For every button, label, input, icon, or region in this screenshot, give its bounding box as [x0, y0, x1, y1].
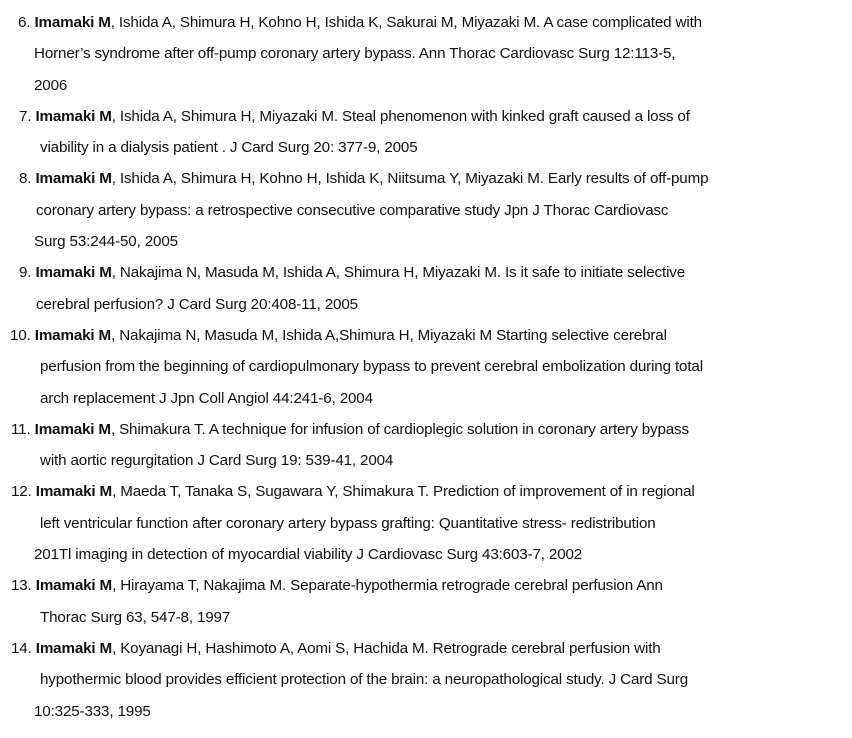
reference-number: 9. [19, 264, 32, 282]
reference-line [0, 163, 852, 194]
bold-author: Imamaki M [34, 420, 111, 438]
reference-11 [0, 414, 852, 477]
bold-author: Imamaki M [34, 326, 112, 344]
reference-number: 13. [11, 577, 32, 595]
reference-number: 14. [11, 639, 32, 657]
reference-text: , Maeda T, Tanaka S, Sugawara Y, Shimakura T. Prediction of improvement of in regional [112, 483, 695, 501]
reference-line [0, 257, 852, 288]
reference-line: arch replacement J Jpn Coll Angiol 44:241-6, 2004 [40, 389, 373, 407]
reference-text: , Ishida A, Shimura H, Miyazaki M. Steal phenomenon with kinked graft caused a loss of [111, 107, 690, 125]
bold-author: Imamaki M [34, 14, 111, 31]
reference-7 [0, 101, 852, 164]
reference-number: 7. [19, 107, 32, 125]
reference-line: left ventricular function after coronary artery bypass grafting: Quantitative stress- redistribution [40, 514, 656, 532]
reference-line: with aortic regurgitation J Card Surg 19: 539-41, 2004 [40, 452, 394, 470]
reference-line [0, 7, 852, 38]
reference-12 [0, 476, 852, 570]
reference-line: 10:325-333, 1995 [34, 702, 151, 720]
reference-text: , Shimakura T. A technique for infusion of cardioplegic solution in coronary artery bypass [110, 420, 689, 438]
bold-author: Imamaki M [35, 264, 112, 282]
reference-line: cerebral perfusion? J Card Surg 20:408-11, 2005 [36, 295, 358, 313]
reference-text: , Hirayama T, Nakajima M. Separate-hypothermia retrograde cerebral perfusion Ann [112, 577, 663, 595]
reference-line: coronary artery bypass: a retrospective consecutive comparative study Jpn J Thorac Cardiovasc [36, 201, 669, 219]
reference-text: , Nakajima N, Masuda M, Ishida A, Shimura H, Miyazaki M. Is it safe to initiate selective [111, 264, 686, 282]
reference-6 [0, 7, 852, 101]
reference-line: Thorac Surg 63, 547-8, 1997 [40, 608, 231, 626]
bold-author: Imamaki M [35, 577, 113, 595]
bold-author: Imamaki M [35, 107, 112, 125]
reference-number: 10. [10, 326, 31, 344]
reference-line [0, 476, 852, 507]
reference-line [0, 101, 852, 132]
bold-author: Imamaki M [35, 170, 112, 188]
reference-text: , Ishida A, Shimura H, Kohno H, Ishida K, Sakurai M, Miyazaki M. A case complicated with [110, 14, 702, 31]
reference-number: 8. [19, 170, 32, 188]
reference-10 [0, 320, 852, 414]
reference-number: 6. [18, 14, 31, 31]
reference-line: 2006 [34, 76, 68, 94]
reference-text: , Nakajima N, Masuda M, Ishida A,Shimura H, Miyazaki M Starting selective cerebral [111, 326, 667, 344]
reference-line: hypothermic blood provides efficient protection of the brain: a neuropathological study. J Card Surg [40, 671, 689, 689]
reference-14 [0, 633, 852, 727]
reference-8 [0, 163, 852, 257]
reference-line [0, 414, 852, 445]
reference-line: Horner’s syndrome after off-pump coronary artery bypass. Ann Thorac Cardiovasc Surg 12:113-5, [34, 45, 676, 63]
reference-9 [0, 257, 852, 320]
reference-line: viability in a dialysis patient . J Card Surg 20: 377-9, 2005 [40, 139, 418, 157]
reference-number: 11. [11, 420, 31, 438]
reference-line [0, 633, 852, 664]
reference-line: 201Tl imaging in detection of myocardial viability J Cardiovasc Surg 43:603-7, 2002 [34, 546, 583, 564]
reference-line: perfusion from the beginning of cardiopulmonary bypass to prevent cerebral embolization during total [40, 358, 703, 376]
reference-text: , Ishida A, Shimura H, Kohno H, Ishida K, Niitsuma Y, Miyazaki M. Early results of off-pump [111, 170, 709, 188]
reference-line: Surg 53:244-50, 2005 [34, 233, 178, 251]
reference-text: , Koyanagi H, Hashimoto A, Aomi S, Hachida M. Retrograde cerebral perfusion with [112, 639, 661, 657]
bold-author: Imamaki M [35, 639, 113, 657]
reference-line [0, 570, 852, 601]
reference-13 [0, 570, 852, 633]
reference-line [0, 320, 852, 351]
bold-author: Imamaki M [35, 483, 113, 501]
reference-number: 12. [11, 483, 32, 501]
